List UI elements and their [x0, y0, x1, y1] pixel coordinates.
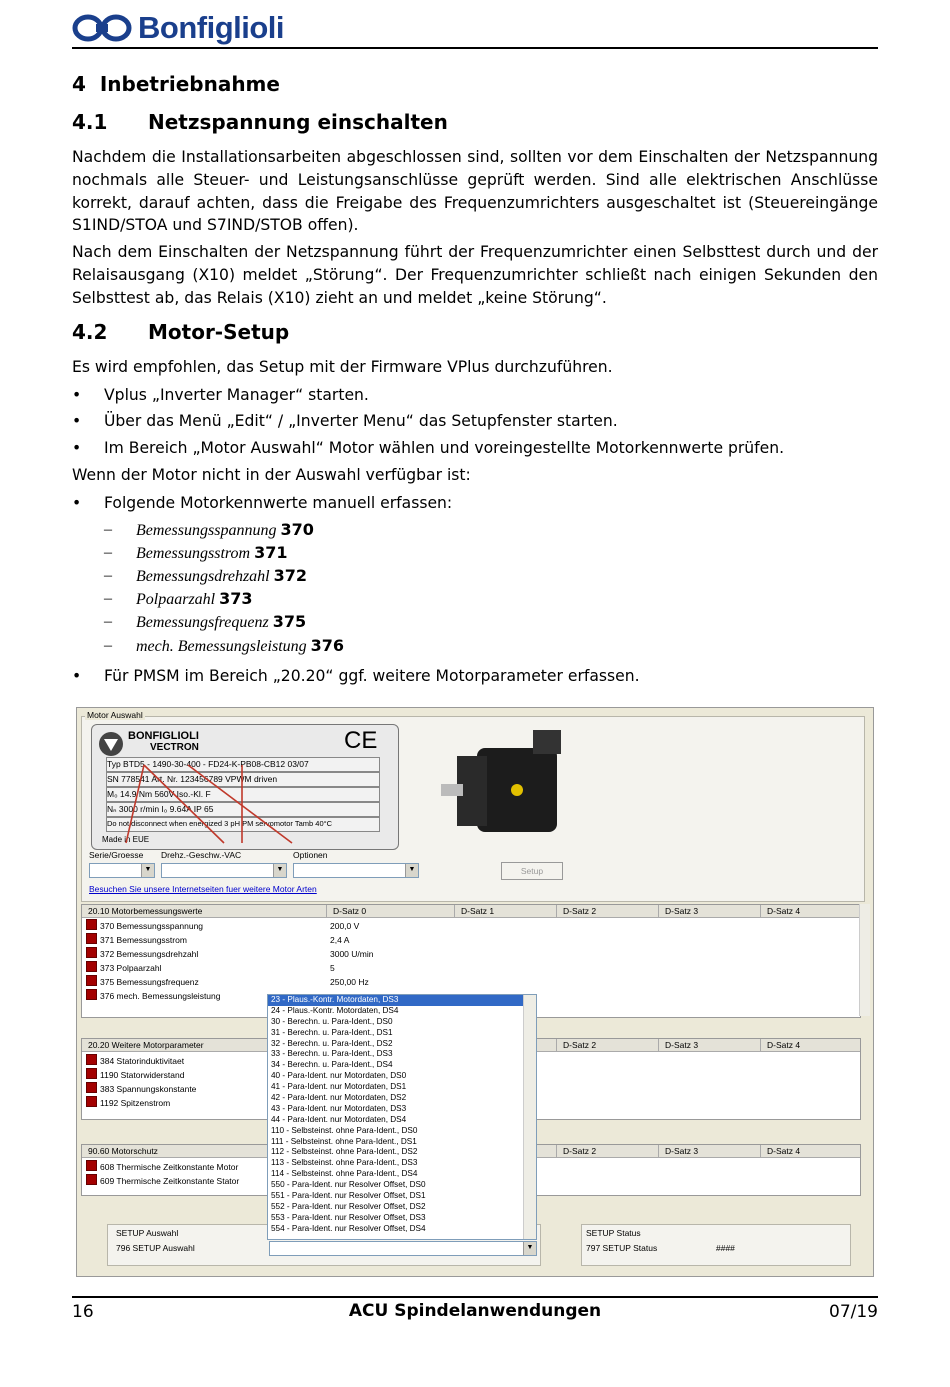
row-label: 371 Bemessungsstrom	[100, 935, 187, 945]
nameplate-made: Made in EUE	[102, 835, 150, 844]
row-label: 373 Polpaarzahl	[100, 963, 162, 973]
list-item[interactable]: 551 - Para-Ident. nur Resolver Offset, DS1	[271, 1191, 426, 1201]
param-number: 372	[273, 566, 308, 585]
row-label: 372 Bemessungsdrehzahl	[100, 949, 199, 959]
row-label: 376 mech. Bemessungsleistung	[100, 991, 221, 1001]
list-item[interactable]: 552 - Para-Ident. nur Resolver Offset, DS2	[271, 1201, 426, 1211]
subsection-title: Netzspannung einschalten	[148, 110, 448, 134]
parameter-icon	[86, 1068, 97, 1079]
list-item[interactable]: 31 - Berechn. u. Para-Ident., DS1	[271, 1027, 393, 1037]
table-row[interactable]	[86, 961, 161, 975]
brand-logo	[72, 10, 284, 46]
cell-value[interactable]: 3000 U/min	[330, 949, 374, 959]
dash: –	[104, 637, 112, 654]
bullet-dot: •	[72, 386, 82, 404]
row-label: 383 Spannungskonstante	[100, 1084, 197, 1094]
setup-auswahl-select[interactable]	[269, 1241, 537, 1256]
nameplate-row: Do not disconnect when energized 3 pH PM servomotor Tamb 40°C	[106, 817, 380, 832]
document-title: ACU Spindelanwendungen	[348, 1301, 602, 1321]
list-item[interactable]: 114 - Selbsteinst. ohne Para-Ident., DS4	[271, 1169, 418, 1179]
list-item[interactable]: 550 - Para-Ident. nur Resolver Offset, DS0	[271, 1180, 426, 1190]
grid-scrollbar[interactable]	[859, 904, 870, 1016]
list-item[interactable]: 42 - Para-Ident. nur Motordaten, DS2	[271, 1093, 407, 1103]
param-number: 371	[254, 543, 288, 562]
dash: –	[104, 521, 112, 538]
param-name: Bemessungsfrequenz	[136, 614, 269, 631]
section-number: 4	[72, 72, 86, 96]
table-row[interactable]	[86, 1174, 239, 1188]
motor-website-link[interactable]: Besuchen Sie unsere Internetseiten fuer weitere Motor Arten	[89, 884, 317, 894]
list-item[interactable]: 44 - Para-Ident. nur Motordaten, DS4	[271, 1114, 407, 1124]
cell-value[interactable]: 250,00 Hz	[330, 977, 369, 987]
drehz-select[interactable]	[161, 863, 287, 878]
bonfiglioli-logo-icon	[72, 13, 132, 43]
nameplate-brand: BONFIGLIOLI	[128, 730, 199, 742]
list-item[interactable]: 554 - Para-Ident. nur Resolver Offset, DS4	[271, 1223, 426, 1233]
list-item[interactable]: 43 - Para-Ident. nur Motordaten, DS3	[271, 1103, 407, 1113]
chevron-down-icon: ▼	[273, 864, 286, 877]
nameplate-row: Nₙ 3000 r/min I₀ 9.64A IP 65	[106, 802, 380, 817]
list-item[interactable]: 553 - Para-Ident. nur Resolver Offset, DS3	[271, 1212, 426, 1222]
annotation-arrows	[92, 725, 398, 849]
setup-window-screenshot	[76, 707, 874, 1277]
column-header: D-Satz 3	[658, 1145, 759, 1157]
column-header: D-Satz 4	[760, 905, 861, 917]
column-header: D-Satz 3	[658, 1039, 759, 1051]
grid-header	[82, 905, 860, 918]
column-header: D-Satz 2	[556, 905, 657, 917]
table-row[interactable]	[86, 1096, 170, 1110]
parameter-icon	[86, 975, 97, 986]
parameter-icon	[86, 961, 97, 972]
bullet-dot: •	[72, 494, 82, 512]
row-label: 370 Bemessungsspannung	[100, 921, 204, 931]
setup-auswahl-title: SETUP Auswahl	[116, 1228, 179, 1238]
bullet-text: Im Bereich „Motor Auswahl“ Motor wählen und voreingestellte Motorkennwerte prüfen.	[104, 439, 785, 457]
list-item[interactable]: 30 - Berechn. u. Para-Ident., DS0	[271, 1016, 393, 1026]
grid-title: 20.20 Weitere Motorparameter	[88, 1040, 204, 1050]
table-row[interactable]	[86, 947, 198, 961]
parameter-icon	[86, 933, 97, 944]
nameplate-row: SN 778541 Art. Nr. 123456789 VPWM driven	[106, 772, 380, 787]
parameter-icon	[86, 947, 97, 958]
header-rule	[72, 47, 878, 49]
ce-mark: CE	[344, 727, 378, 754]
chevron-down-icon: ▼	[523, 1242, 536, 1255]
list-item[interactable]: 41 - Para-Ident. nur Motordaten, DS1	[271, 1082, 407, 1092]
row-label: 375 Bemessungsfrequenz	[100, 977, 199, 987]
cell-value[interactable]: 2,4 A	[330, 935, 350, 945]
grid-title: 90.60 Motorschutz	[88, 1146, 158, 1156]
table-row[interactable]	[86, 989, 221, 1003]
column-header: D-Satz 1	[454, 905, 555, 917]
column-header: D-Satz 4	[760, 1039, 861, 1051]
table-row[interactable]	[86, 1082, 196, 1096]
param-number: 370	[280, 520, 314, 539]
setup-status-label: 797 SETUP Status	[586, 1243, 658, 1253]
table-row[interactable]	[86, 919, 203, 933]
section-heading	[72, 72, 280, 96]
condition-text: Wenn der Motor nicht in der Auswahl verfügbar ist:	[72, 466, 471, 484]
column-header: D-Satz 4	[760, 1145, 861, 1157]
bullet-text: Für PMSM im Bereich „20.20“ ggf. weitere Motorparameter erfassen.	[104, 667, 640, 685]
row-label: 1190 Statorwiderstand	[100, 1070, 185, 1080]
parameter-icon	[86, 1054, 97, 1065]
dash: –	[104, 567, 112, 584]
nameplate-row: M₀ 14.9 Nm 560V Iso.-Kl. F	[106, 787, 380, 802]
table-row[interactable]	[86, 1054, 184, 1068]
list-item[interactable]: 110 - Selbsteinst. ohne Para-Ident., DS0	[271, 1125, 418, 1135]
optionen-select[interactable]	[293, 863, 419, 878]
param-number: 373	[219, 589, 253, 608]
chevron-down-icon: ▼	[405, 864, 418, 877]
setup-status-group	[581, 1224, 851, 1266]
row-label: 609 Thermische Zeitkonstante Stator	[100, 1176, 240, 1186]
dropdown-scrollbar[interactable]	[523, 995, 536, 1239]
subsection-title: Motor-Setup	[148, 320, 290, 344]
chevron-down-icon: ▼	[141, 864, 154, 877]
param-name: Bemessungsstrom	[136, 545, 251, 562]
dash: –	[104, 544, 112, 561]
cell-value[interactable]: 5	[330, 963, 335, 973]
drehz-label: Drehz.-Geschw.-VAC	[161, 850, 242, 860]
param-name: Polpaarzahl	[136, 591, 216, 608]
bullet-text: Vplus „Inverter Manager“ starten.	[104, 386, 369, 404]
footer-rule	[72, 1296, 878, 1298]
bullet-text: Über das Menü „Edit“ / „Inverter Menu“ das Setupfenster starten.	[104, 412, 618, 430]
column-header: D-Satz 2	[556, 1145, 657, 1157]
list-item[interactable]: 111 - Selbsteinst. ohne Para-Ident., DS1	[271, 1136, 417, 1146]
list-item[interactable]: 33 - Berechn. u. Para-Ident., DS3	[271, 1049, 393, 1059]
document-date: 07/19	[829, 1302, 878, 1322]
grid-title: 20.10 Motorbemessungswerte	[88, 906, 203, 916]
dash: –	[104, 590, 112, 607]
parameter-icon	[86, 1174, 97, 1185]
parameter-icon	[86, 1082, 97, 1093]
table-row[interactable]	[86, 1068, 184, 1082]
motor-auswahl-label: Motor Auswahl	[87, 710, 143, 720]
param-name: mech. Bemessungsleistung	[136, 638, 307, 655]
param-name: Bemessungsdrehzahl	[136, 568, 270, 585]
parameter-icon	[86, 989, 97, 1000]
list-item[interactable]: 113 - Selbsteinst. ohne Para-Ident., DS3	[271, 1158, 418, 1168]
subsection-heading-4-2	[72, 320, 289, 344]
brand-name: Bonfiglioli	[138, 10, 285, 45]
row-label: 384 Statorinduktivitaet	[100, 1056, 185, 1066]
column-header: D-Satz 0	[326, 905, 453, 917]
list-item[interactable]: 34 - Berechn. u. Para-Ident., DS4	[271, 1060, 393, 1070]
setup-auswahl-label: 796 SETUP Auswahl	[116, 1243, 195, 1253]
parameter-icon	[86, 919, 97, 930]
setup-dropdown-list[interactable]	[267, 994, 537, 1240]
paragraph-1: Nachdem die Installationsarbeiten abgeschlossen sind, sollten vor dem Einschalten der Netzspannung nochmals alle Steuer- und Leistungsanschlüsse geprüft werden. Sind alle elektrischen Anschlüsse korrekt, darauf achten, dass die Freigabe des Frequenzumrichters ausgeschaltet ist (Steuereingänge S1IND/STOA und S7IND/STOB offen).	[72, 148, 878, 235]
servomotor-image	[437, 726, 587, 856]
section-title: Inbetriebnahme	[99, 72, 280, 96]
bullet-dot: •	[72, 667, 82, 685]
subsection-number: 4.1	[72, 110, 108, 134]
param-name: Bemessungsspannung	[136, 522, 277, 539]
parameter-icon	[86, 1096, 97, 1107]
page-number: 16	[72, 1302, 94, 1322]
column-header: D-Satz 3	[658, 905, 759, 917]
cell-value[interactable]: 200,0 V	[330, 921, 360, 931]
list-item[interactable]: 32 - Berechn. u. Para-Ident., DS2	[271, 1038, 393, 1048]
bullet-dot: •	[72, 412, 82, 430]
paragraph-2: Nach dem Einschalten der Netzspannung führt der Frequenzumrichter einen Selbsttest durch und der Relaisausgang (X10) meldet „Störung“. Der Frequenzumrichter schließt nach einigen Sekunden den Selbsttest ab, das Relais (X10) zieht an und meldet „keine Störung“.	[72, 243, 878, 307]
row-label: 608 Thermische Zeitkonstante Motor	[100, 1162, 239, 1172]
intro-text: Es wird empfohlen, das Setup mit der Firmware VPlus durchzuführen.	[72, 358, 613, 376]
serie-label: Serie/Groesse	[89, 850, 144, 860]
subsection-heading-4-1	[72, 110, 448, 134]
setup-button[interactable]: Setup	[501, 862, 563, 880]
list-item[interactable]: 23 - Plaus.-Kontr. Motordaten, DS3	[268, 995, 536, 1006]
dash: –	[104, 613, 112, 630]
row-label: 1192 Spitzenstrom	[100, 1098, 171, 1108]
list-item[interactable]: 40 - Para-Ident. nur Motordaten, DS0	[271, 1071, 407, 1081]
setup-status-title: SETUP Status	[586, 1228, 641, 1238]
motor-nameplate	[91, 724, 399, 850]
parameter-icon	[86, 1160, 97, 1171]
table-row[interactable]	[86, 1160, 238, 1174]
nameplate-subbrand: VECTRON	[150, 742, 199, 753]
nameplate-row: Typ BTD5 - 1490-30-400 - FD24-K-PB08-CB12 03/07	[106, 757, 380, 772]
list-item[interactable]: 24 - Plaus.-Kontr. Motordaten, DS4	[271, 1005, 399, 1015]
table-row[interactable]	[86, 975, 199, 989]
table-row[interactable]	[86, 933, 187, 947]
optionen-label: Optionen	[293, 850, 328, 860]
param-number: 376	[310, 636, 345, 655]
list-item[interactable]: 112 - Selbsteinst. ohne Para-Ident., DS2	[271, 1147, 418, 1157]
setup-status-value: ####	[716, 1243, 735, 1253]
serie-select[interactable]	[89, 863, 155, 878]
column-header: D-Satz 2	[556, 1039, 657, 1051]
bullet-text: Folgende Motorkennwerte manuell erfassen:	[104, 494, 453, 512]
param-number: 375	[272, 612, 307, 631]
bullet-dot: •	[72, 439, 82, 457]
subsection-number: 4.2	[72, 320, 108, 344]
